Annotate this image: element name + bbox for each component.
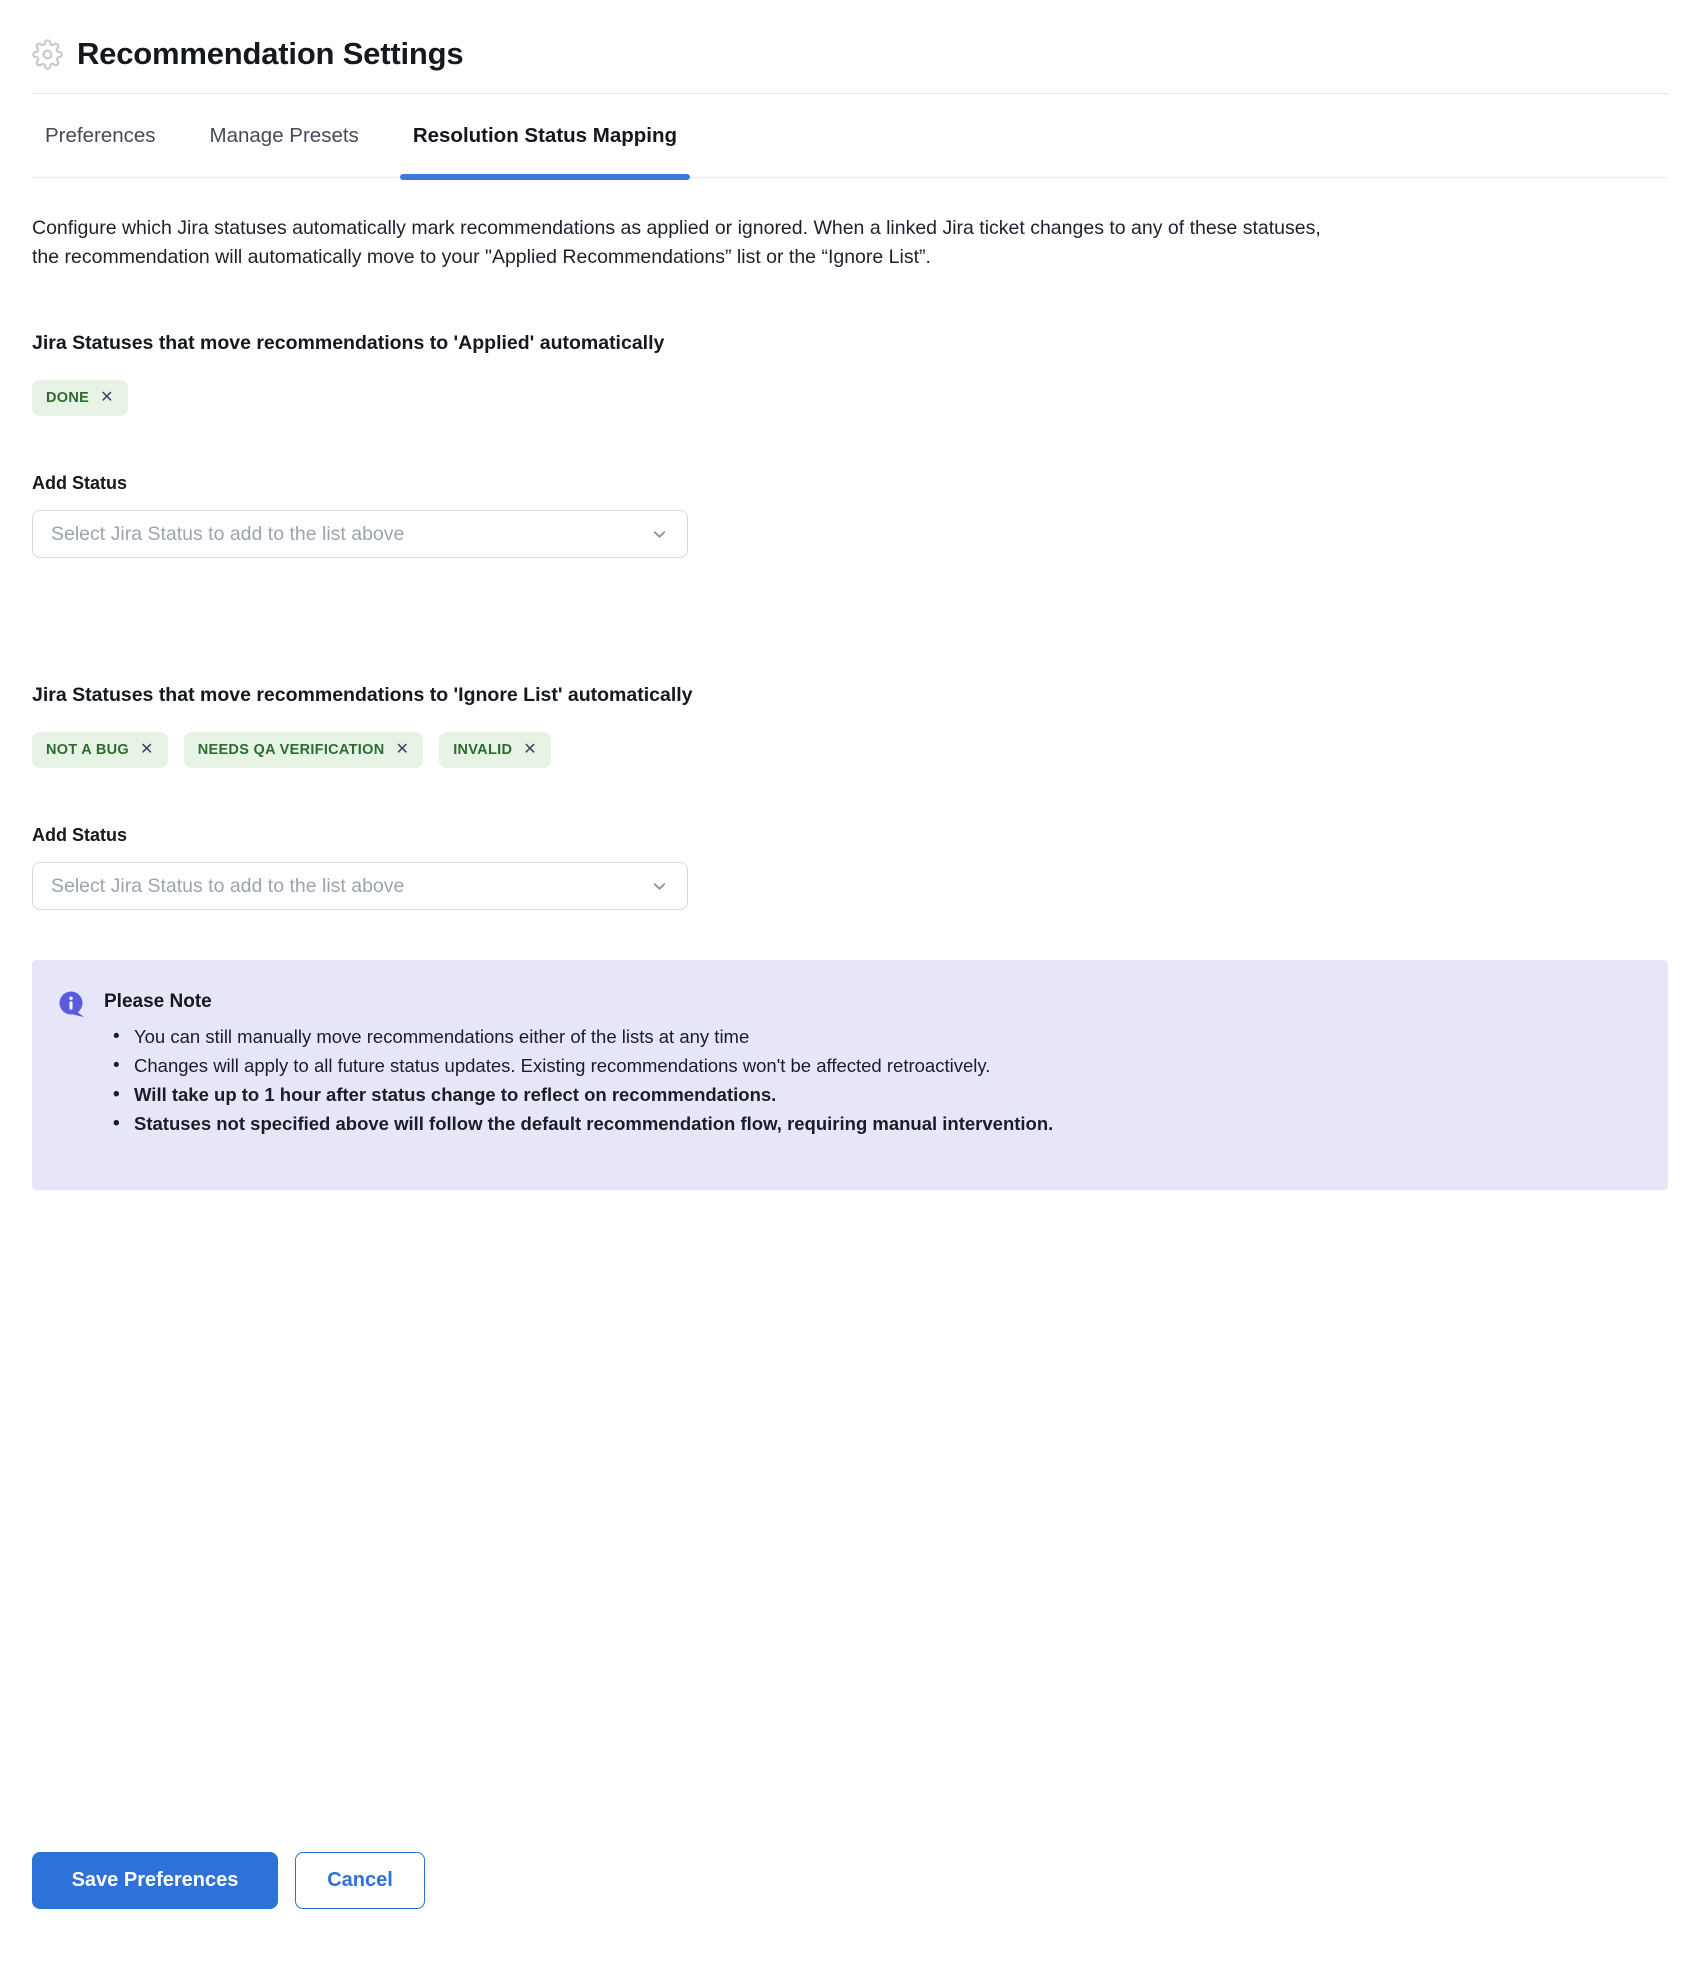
select-placeholder: Select Jira Status to add to the list above [51,874,405,897]
note-bullet: • Statuses not specified above will follow the default recommendation flow, requiring manual intervention. [134,1109,1638,1138]
note-bullet-list [104,1022,1638,1138]
note-bullet: • You can still manually move recommendations either of the lists at any time [134,1022,1638,1051]
tab-preferences[interactable]: Preferences [45,123,156,147]
note-title: Please Note [104,991,212,1012]
x-icon[interactable]: ✕ [395,741,410,758]
chevron-down-icon [650,525,669,544]
x-icon[interactable]: ✕ [139,741,154,758]
page-header [32,0,1668,74]
info-icon [58,990,86,1018]
ignore-chip-list [32,732,1668,768]
x-icon[interactable]: ✕ [523,741,537,758]
chip-label: NEEDS QA VERIFICATION [197,742,385,758]
tab-resolution-status-mapping[interactable]: Resolution Status Mapping [400,94,690,177]
tab-manage-presets[interactable]: Manage Presets [209,123,359,147]
ignore-add-status-label: Add Status [32,825,128,845]
note-body [104,987,1638,1138]
page-description: Configure which Jira statuses automatically mark recommendations as applied or ignored. When a linked Jira ticket changes to any of these statuses, the recommendation will automatically move to your "Applied Recommendations” list or the “Ignore List”. [32,217,1321,268]
status-chip-done [32,380,128,416]
chevron-down-icon [650,877,669,896]
applied-section-heading: Jira Statuses that move recommendations to 'Applied' automatically [32,332,665,354]
cancel-button[interactable]: Cancel [295,1852,425,1909]
chip-label: NOT A BUG [46,742,129,758]
tab-bar [32,94,1668,178]
save-preferences-button[interactable]: Save Preferences [32,1852,278,1909]
chip-label: DONE [46,390,90,406]
ignore-status-select[interactable] [32,862,688,910]
applied-chip-list [32,380,1668,416]
page-title: Recommendation Settings [77,36,464,71]
x-icon[interactable]: ✕ [100,389,114,406]
note-bullet: • Changes will apply to all future status updates. Existing recommendations won't be affected retroactively. [134,1051,1638,1080]
gear-icon [32,39,63,70]
applied-add-status-label: Add Status [32,473,128,493]
note-bullet: • Will take up to 1 hour after status change to reflect on recommendations. [134,1080,1638,1109]
applied-status-select[interactable] [32,510,688,558]
status-chip-invalid [439,732,551,768]
status-chip-needs-qa-verification [184,732,423,768]
status-chip-not-a-bug [32,732,168,768]
select-placeholder: Select Jira Status to add to the list above [51,522,405,545]
please-note-banner [32,960,1668,1190]
footer-actions [32,1852,1668,1909]
chip-label: INVALID [453,742,513,758]
ignore-section-heading: Jira Statuses that move recommendations to 'Ignore List' automatically [32,684,693,706]
